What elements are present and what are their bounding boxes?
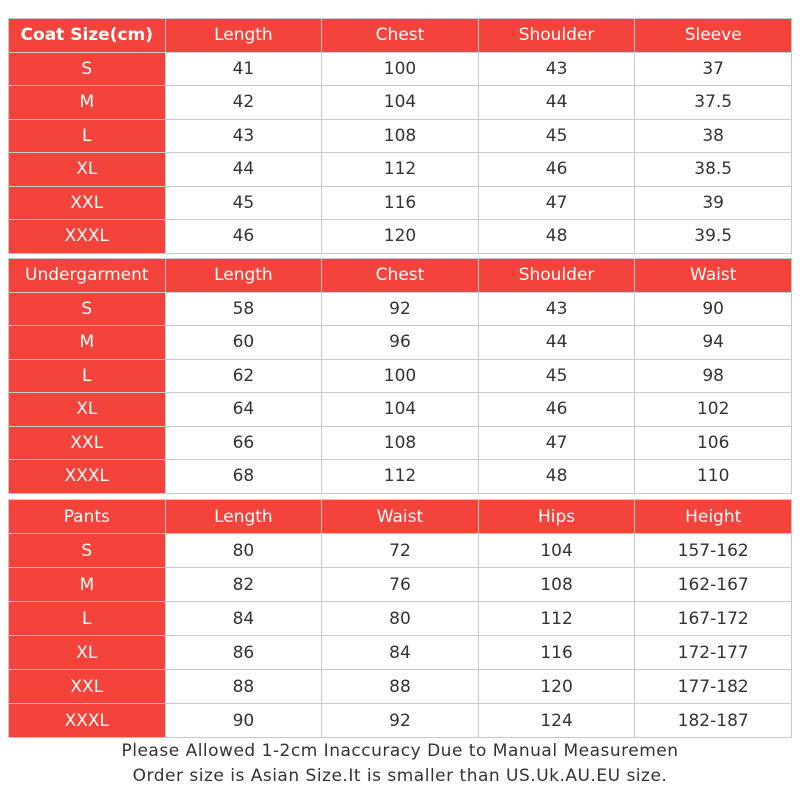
table-cell: 38: [635, 119, 792, 153]
table-cell: 64: [165, 393, 322, 427]
size-label-cell: L: [9, 602, 166, 636]
size-label-cell: XXXL: [9, 220, 166, 254]
table-cell: 44: [478, 326, 635, 360]
table-row: [9, 359, 792, 393]
table-cell: 88: [165, 670, 322, 704]
undergarment-size-table: [8, 258, 792, 494]
table-cell: 167-172: [635, 602, 792, 636]
table-cell: 43: [478, 52, 635, 86]
table-header-row: [9, 500, 792, 534]
table-cell: 98: [635, 359, 792, 393]
table-row: [9, 704, 792, 738]
table-header-row: [9, 259, 792, 293]
header-cell: Shoulder: [478, 259, 635, 293]
table-cell: 72: [322, 534, 479, 568]
table-row: [9, 460, 792, 494]
table-cell: 48: [478, 220, 635, 254]
table-cell: 45: [478, 119, 635, 153]
table-cell: 104: [322, 86, 479, 120]
table-cell: 39.5: [635, 220, 792, 254]
table-cell: 92: [322, 292, 479, 326]
table-cell: 44: [478, 86, 635, 120]
header-cell: Undergarment: [9, 259, 166, 293]
size-label-cell: XXXL: [9, 460, 166, 494]
table-row: [9, 393, 792, 427]
table-row: [9, 153, 792, 187]
size-label-cell: XXL: [9, 186, 166, 220]
table-row: [9, 534, 792, 568]
table-header-row: [9, 19, 792, 53]
header-cell: Height: [635, 500, 792, 534]
table-cell: 37: [635, 52, 792, 86]
table-row: [9, 220, 792, 254]
table-cell: 116: [322, 186, 479, 220]
table-cell: 182-187: [635, 704, 792, 738]
table-cell: 100: [322, 359, 479, 393]
table-cell: 86: [165, 636, 322, 670]
table-cell: 120: [478, 670, 635, 704]
header-cell: Waist: [322, 500, 479, 534]
header-cell: Length: [165, 500, 322, 534]
table-cell: 41: [165, 52, 322, 86]
table-cell: 76: [322, 568, 479, 602]
table-cell: 45: [165, 186, 322, 220]
table-cell: 94: [635, 326, 792, 360]
table-row: [9, 52, 792, 86]
table-cell: 108: [322, 426, 479, 460]
header-cell: Shoulder: [478, 19, 635, 53]
asian-size-note: Order size is Asian Size.It is smaller than US.Uk.AU.EU size.: [132, 766, 668, 786]
table-row: [9, 670, 792, 704]
table-cell: 47: [478, 186, 635, 220]
table-cell: 88: [322, 670, 479, 704]
table-row: [9, 568, 792, 602]
table-cell: 80: [322, 602, 479, 636]
size-label-cell: XL: [9, 153, 166, 187]
size-label-cell: L: [9, 119, 166, 153]
size-label-cell: XL: [9, 393, 166, 427]
size-label-cell: S: [9, 52, 166, 86]
table-cell: 80: [165, 534, 322, 568]
table-cell: 157-162: [635, 534, 792, 568]
table-cell: 44: [165, 153, 322, 187]
table-cell: 162-167: [635, 568, 792, 602]
table-cell: 124: [478, 704, 635, 738]
table-row: [9, 602, 792, 636]
header-cell: Sleeve: [635, 19, 792, 53]
table-row: [9, 292, 792, 326]
table-cell: 66: [165, 426, 322, 460]
header-cell: Hips: [478, 500, 635, 534]
table-cell: 84: [165, 602, 322, 636]
table-cell: 116: [478, 636, 635, 670]
table-cell: 43: [478, 292, 635, 326]
table-cell: 120: [322, 220, 479, 254]
size-label-cell: XXL: [9, 670, 166, 704]
table-cell: 68: [165, 460, 322, 494]
table-cell: 112: [322, 153, 479, 187]
table-cell: 177-182: [635, 670, 792, 704]
table-cell: 104: [322, 393, 479, 427]
coat-size-table: [8, 18, 792, 254]
measurement-note: Please Allowed 1-2cm Inaccuracy Due to Manual Measuremen: [121, 741, 679, 761]
table-row: [9, 636, 792, 670]
header-cell: Chest: [322, 259, 479, 293]
size-label-cell: M: [9, 326, 166, 360]
table-cell: 60: [165, 326, 322, 360]
table-cell: 108: [478, 568, 635, 602]
table-cell: 112: [478, 602, 635, 636]
header-cell: Waist: [635, 259, 792, 293]
size-label-cell: M: [9, 568, 166, 602]
size-label-cell: XL: [9, 636, 166, 670]
table-cell: 38.5: [635, 153, 792, 187]
table-cell: 100: [322, 52, 479, 86]
header-cell: Pants: [9, 500, 166, 534]
header-cell: Length: [165, 259, 322, 293]
table-cell: 58: [165, 292, 322, 326]
size-label-cell: S: [9, 534, 166, 568]
header-cell: Chest: [322, 19, 479, 53]
pants-size-table: [8, 499, 792, 738]
table-cell: 90: [165, 704, 322, 738]
table-cell: 90: [635, 292, 792, 326]
table-cell: 39: [635, 186, 792, 220]
table-cell: 43: [165, 119, 322, 153]
table-cell: 45: [478, 359, 635, 393]
header-cell: Coat Size(cm): [9, 19, 166, 53]
table-cell: 37.5: [635, 86, 792, 120]
table-row: [9, 326, 792, 360]
size-label-cell: XXXL: [9, 704, 166, 738]
table-cell: 106: [635, 426, 792, 460]
table-cell: 110: [635, 460, 792, 494]
table-cell: 92: [322, 704, 479, 738]
table-cell: 84: [322, 636, 479, 670]
table-row: [9, 86, 792, 120]
table-cell: 108: [322, 119, 479, 153]
table-cell: 104: [478, 534, 635, 568]
table-cell: 102: [635, 393, 792, 427]
table-cell: 46: [478, 153, 635, 187]
table-cell: 112: [322, 460, 479, 494]
size-label-cell: S: [9, 292, 166, 326]
table-cell: 48: [478, 460, 635, 494]
table-row: [9, 186, 792, 220]
header-cell: Length: [165, 19, 322, 53]
table-cell: 172-177: [635, 636, 792, 670]
table-cell: 82: [165, 568, 322, 602]
table-cell: 96: [322, 326, 479, 360]
table-cell: 42: [165, 86, 322, 120]
table-row: [9, 426, 792, 460]
table-cell: 46: [478, 393, 635, 427]
table-cell: 46: [165, 220, 322, 254]
table-row: [9, 119, 792, 153]
table-cell: 47: [478, 426, 635, 460]
size-label-cell: L: [9, 359, 166, 393]
table-cell: 62: [165, 359, 322, 393]
size-label-cell: XXL: [9, 426, 166, 460]
size-label-cell: M: [9, 86, 166, 120]
